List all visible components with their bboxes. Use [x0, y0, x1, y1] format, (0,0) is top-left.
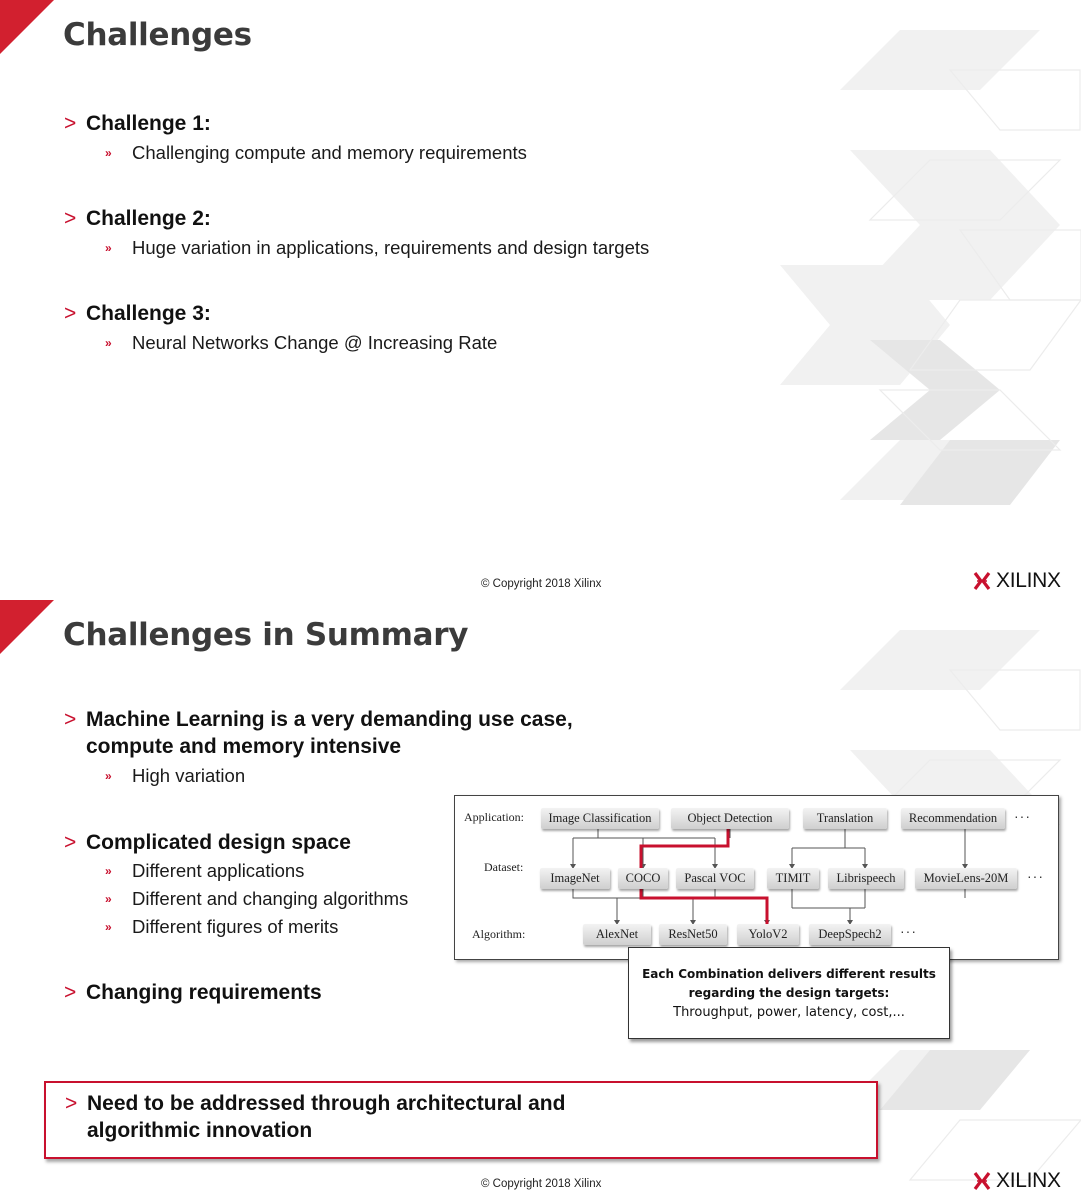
row-label-algorithm: Algorithm: [472, 927, 526, 941]
node-pascal-voc: Pascal VOC [676, 868, 754, 889]
logo-wordmark: XILINX [996, 1169, 1061, 1192]
sub-bullet-text: Huge variation in applications, requirements and design targets [132, 237, 650, 258]
ellipsis-algorithms: ··· [900, 923, 917, 939]
sub-bullet-marker: » [105, 864, 111, 878]
bullet-heading-line2: compute and memory intensive [86, 735, 402, 758]
copyright-text: © Copyright 2018 Xilinx [481, 578, 602, 590]
conclusion-line1: Need to be addressed through architectural and [87, 1092, 566, 1115]
callout-line2: regarding the design targets: [688, 986, 890, 1000]
sub-bullet-marker: » [105, 920, 111, 934]
node-imagenet: ImageNet [540, 868, 610, 889]
sub-bullet-text: Different figures of merits [132, 916, 339, 937]
node-timit: TIMIT [767, 868, 819, 889]
logo-wordmark: XILINX [996, 569, 1061, 592]
row-label-application: Application: [464, 810, 524, 824]
conclusion-box [44, 1081, 878, 1159]
node-translation: Translation [803, 808, 887, 829]
sub-bullet-text: High variation [132, 765, 246, 786]
sub-bullet-text: Different applications [132, 860, 305, 881]
copyright-text: © Copyright 2018 Xilinx [481, 1178, 602, 1190]
sub-bullet-marker: » [105, 769, 111, 783]
red-corner-triangle [0, 600, 56, 656]
node-yolov2: YoloV2 [737, 924, 799, 945]
bullet-marker: > [64, 112, 77, 135]
callout-line1: Each Combination delivers different results [642, 967, 936, 981]
bullet-heading [87, 1090, 787, 1144]
sub-bullet-text: Neural Networks Change @ Increasing Rate [132, 332, 498, 353]
sub-bullet-marker: » [105, 146, 111, 160]
bullet-heading: Complicated design space [86, 831, 351, 854]
bullet-marker: > [64, 981, 77, 1004]
bullet-marker: > [65, 1092, 78, 1115]
bullet-heading: Challenge 1: [86, 112, 211, 135]
node-object-detection: Object Detection [671, 808, 789, 829]
combination-callout [628, 947, 950, 1039]
sub-bullet-marker: » [105, 336, 111, 350]
row-label-dataset: Dataset: [484, 860, 524, 874]
bullet-heading: Changing requirements [86, 981, 322, 1004]
node-image-classification: Image Classification [541, 808, 659, 829]
node-deepspech2: DeepSpech2 [809, 924, 891, 945]
bullet-heading-line1: Machine Learning is a very demanding use case, [86, 708, 573, 731]
ellipsis-datasets: ··· [1027, 868, 1044, 884]
page-title: Challenges in Summary [63, 617, 469, 653]
node-coco: COCO [618, 868, 668, 889]
sub-bullet-text: Challenging compute and memory requirements [132, 142, 527, 163]
node-librispeech: Librispeech [828, 868, 904, 889]
ellipsis-applications: ··· [1014, 808, 1031, 824]
sub-bullet-text: Different and changing algorithms [132, 888, 409, 909]
xilinx-logo-icon [973, 571, 991, 591]
node-resnet50: ResNet50 [659, 924, 727, 945]
bullet-marker: > [64, 302, 77, 325]
slide-challenges-in-summary [0, 600, 1081, 1200]
design-space-diagram [454, 795, 1059, 960]
node-recommendation: Recommendation [901, 808, 1005, 829]
xilinx-logo [973, 1169, 1061, 1193]
bullet-marker: > [64, 831, 77, 854]
sub-bullet-marker: » [105, 892, 111, 906]
red-corner-triangle [0, 0, 56, 56]
node-movielens: MovieLens-20M [915, 868, 1017, 889]
node-alexnet: AlexNet [583, 924, 651, 945]
callout-line3: Throughput, power, latency, cost,... [673, 1005, 905, 1020]
bullet-heading: Challenge 3: [86, 302, 211, 325]
bullet-heading: Challenge 2: [86, 207, 211, 230]
xilinx-logo [973, 569, 1061, 593]
bullet-heading [86, 706, 646, 760]
conclusion-line2: algorithmic innovation [87, 1119, 313, 1142]
sub-bullet-marker: » [105, 241, 111, 255]
bullet-marker: > [64, 708, 77, 731]
page-title: Challenges [63, 17, 252, 53]
bullet-marker: > [64, 207, 77, 230]
xilinx-logo-icon [973, 1171, 991, 1191]
